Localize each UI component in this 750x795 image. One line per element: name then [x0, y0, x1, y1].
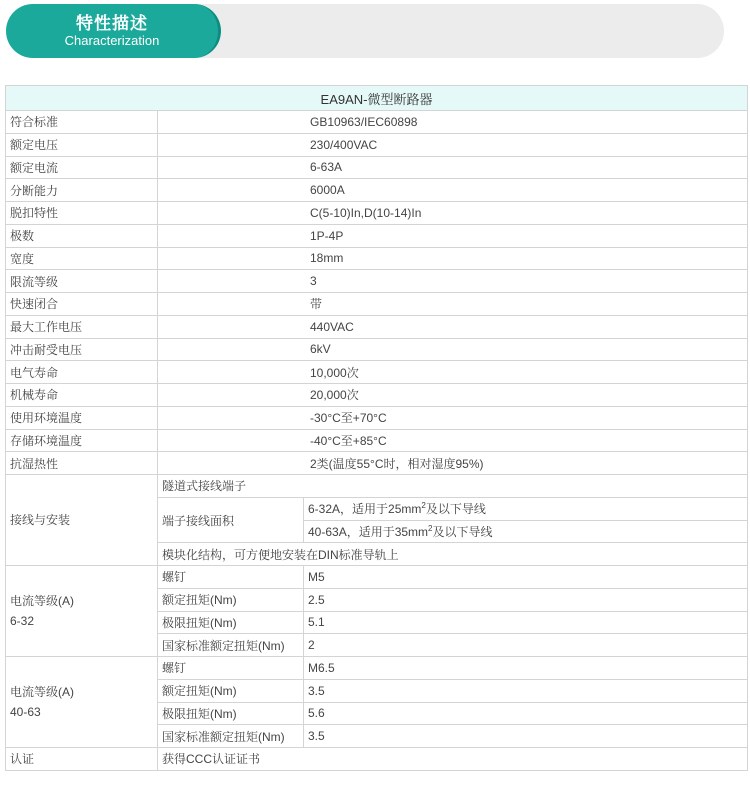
- grade-40-63-row-label: 额定扭矩(Nm): [158, 679, 304, 702]
- section-title-cn: 特性描述: [76, 14, 148, 33]
- spec-label: 电气寿命: [6, 361, 158, 384]
- table-row: [6, 202, 748, 225]
- spec-value: 10,000次: [158, 361, 748, 384]
- section-title-pill: [6, 4, 221, 58]
- spec-value: 带: [158, 293, 748, 316]
- grade-6-32-row-value: 2.5: [304, 588, 748, 611]
- spec-label: 使用环境温度: [6, 406, 158, 429]
- spec-value: 1P-4P: [158, 224, 748, 247]
- spec-label: 极数: [6, 224, 158, 247]
- grade-6-32-row-label: 螺钉: [158, 566, 304, 589]
- spec-value: 20,000次: [158, 384, 748, 407]
- wiring-label: 接线与安装: [6, 475, 158, 566]
- spec-value: 2类(温度55°C时，相对湿度95%): [158, 452, 748, 475]
- table-row: [6, 156, 748, 179]
- spec-label: 机械寿命: [6, 384, 158, 407]
- cert-label: 认证: [6, 748, 158, 771]
- grade-6-32-row-value: 2: [304, 634, 748, 657]
- table-title: EA9AN-微型断路器: [6, 86, 748, 111]
- wiring-area-1: 6-32A，适用于$25mm^2$及以下导线: [304, 497, 748, 520]
- wiring-tunnel: 隧道式接线端子: [158, 475, 748, 498]
- grade-40-63-label: 电流等级(A) 40-63: [6, 657, 158, 748]
- table-title-row: [6, 86, 748, 111]
- spec-value: 6kV: [158, 338, 748, 361]
- grade-40-63-row-label: 螺钉: [158, 657, 304, 680]
- table-row: [6, 338, 748, 361]
- spec-label: 存储环境温度: [6, 429, 158, 452]
- table-row: [6, 315, 748, 338]
- table-row: [6, 429, 748, 452]
- grade-6-32-row-label: 极限扭矩(Nm): [158, 611, 304, 634]
- table-row: [6, 111, 748, 134]
- table-row: [6, 566, 748, 589]
- spec-label: 分断能力: [6, 179, 158, 202]
- spec-value: 6-63A: [158, 156, 748, 179]
- spec-value: 230/400VAC: [158, 133, 748, 156]
- spec-label: 额定电压: [6, 133, 158, 156]
- table-row: [6, 270, 748, 293]
- cert-value: 获得CCC认证证书: [158, 748, 748, 771]
- spec-value: C(5-10)In,D(10-14)In: [158, 202, 748, 225]
- spec-label: 快速闭合: [6, 293, 158, 316]
- grade-6-32-label: 电流等级(A) 6-32: [6, 566, 158, 657]
- grade-6-32-row-label: 额定扭矩(Nm): [158, 588, 304, 611]
- wiring-modular: 模块化结构，可方便地安装在DIN标准导轨上: [158, 543, 748, 566]
- spec-label: 宽度: [6, 247, 158, 270]
- spec-label: 额定电流: [6, 156, 158, 179]
- grade-40-63-row-label: 极限扭矩(Nm): [158, 702, 304, 725]
- grade-40-63-row-label: 国家标准额定扭矩(Nm): [158, 725, 304, 748]
- grade-40-63-row-value: 3.5: [304, 725, 748, 748]
- table-row: [6, 657, 748, 680]
- table-row: [6, 475, 748, 498]
- grade-40-63-row-value: 5.6: [304, 702, 748, 725]
- table-row: [6, 384, 748, 407]
- spec-label: 最大工作电压: [6, 315, 158, 338]
- table-row: [6, 452, 748, 475]
- grade-6-32-row-value: M5: [304, 566, 748, 589]
- table-row: [6, 179, 748, 202]
- spec-value: -30°C至+70°C: [158, 406, 748, 429]
- spec-value: 18mm: [158, 247, 748, 270]
- spec-label: 抗湿热性: [6, 452, 158, 475]
- table-row: [6, 224, 748, 247]
- section-title-en: Characterization: [64, 33, 160, 48]
- wiring-area-2: 40-63A，适用于$35mm^2$及以下导线: [304, 520, 748, 543]
- spec-value: GB10963/IEC60898: [158, 111, 748, 134]
- grade-6-32-row-label: 国家标准额定扭矩(Nm): [158, 634, 304, 657]
- spec-table: [5, 85, 748, 771]
- spec-value: 440VAC: [158, 315, 748, 338]
- spec-label: 符合标准: [6, 111, 158, 134]
- spec-value: -40°C至+85°C: [158, 429, 748, 452]
- table-row: [6, 748, 748, 771]
- grade-6-32-row-value: 5.1: [304, 611, 748, 634]
- spec-label: 脱扣特性: [6, 202, 158, 225]
- grade-40-63-row-value: 3.5: [304, 679, 748, 702]
- table-row: [6, 361, 748, 384]
- spec-value: 6000A: [158, 179, 748, 202]
- spec-value: 3: [158, 270, 748, 293]
- table-row: [6, 293, 748, 316]
- grade-40-63-row-value: M6.5: [304, 657, 748, 680]
- table-row: [6, 247, 748, 270]
- table-row: [6, 406, 748, 429]
- spec-label: 限流等级: [6, 270, 158, 293]
- wiring-area-label: 端子接线面积: [158, 497, 304, 543]
- spec-label: 冲击耐受电压: [6, 338, 158, 361]
- table-row: [6, 133, 748, 156]
